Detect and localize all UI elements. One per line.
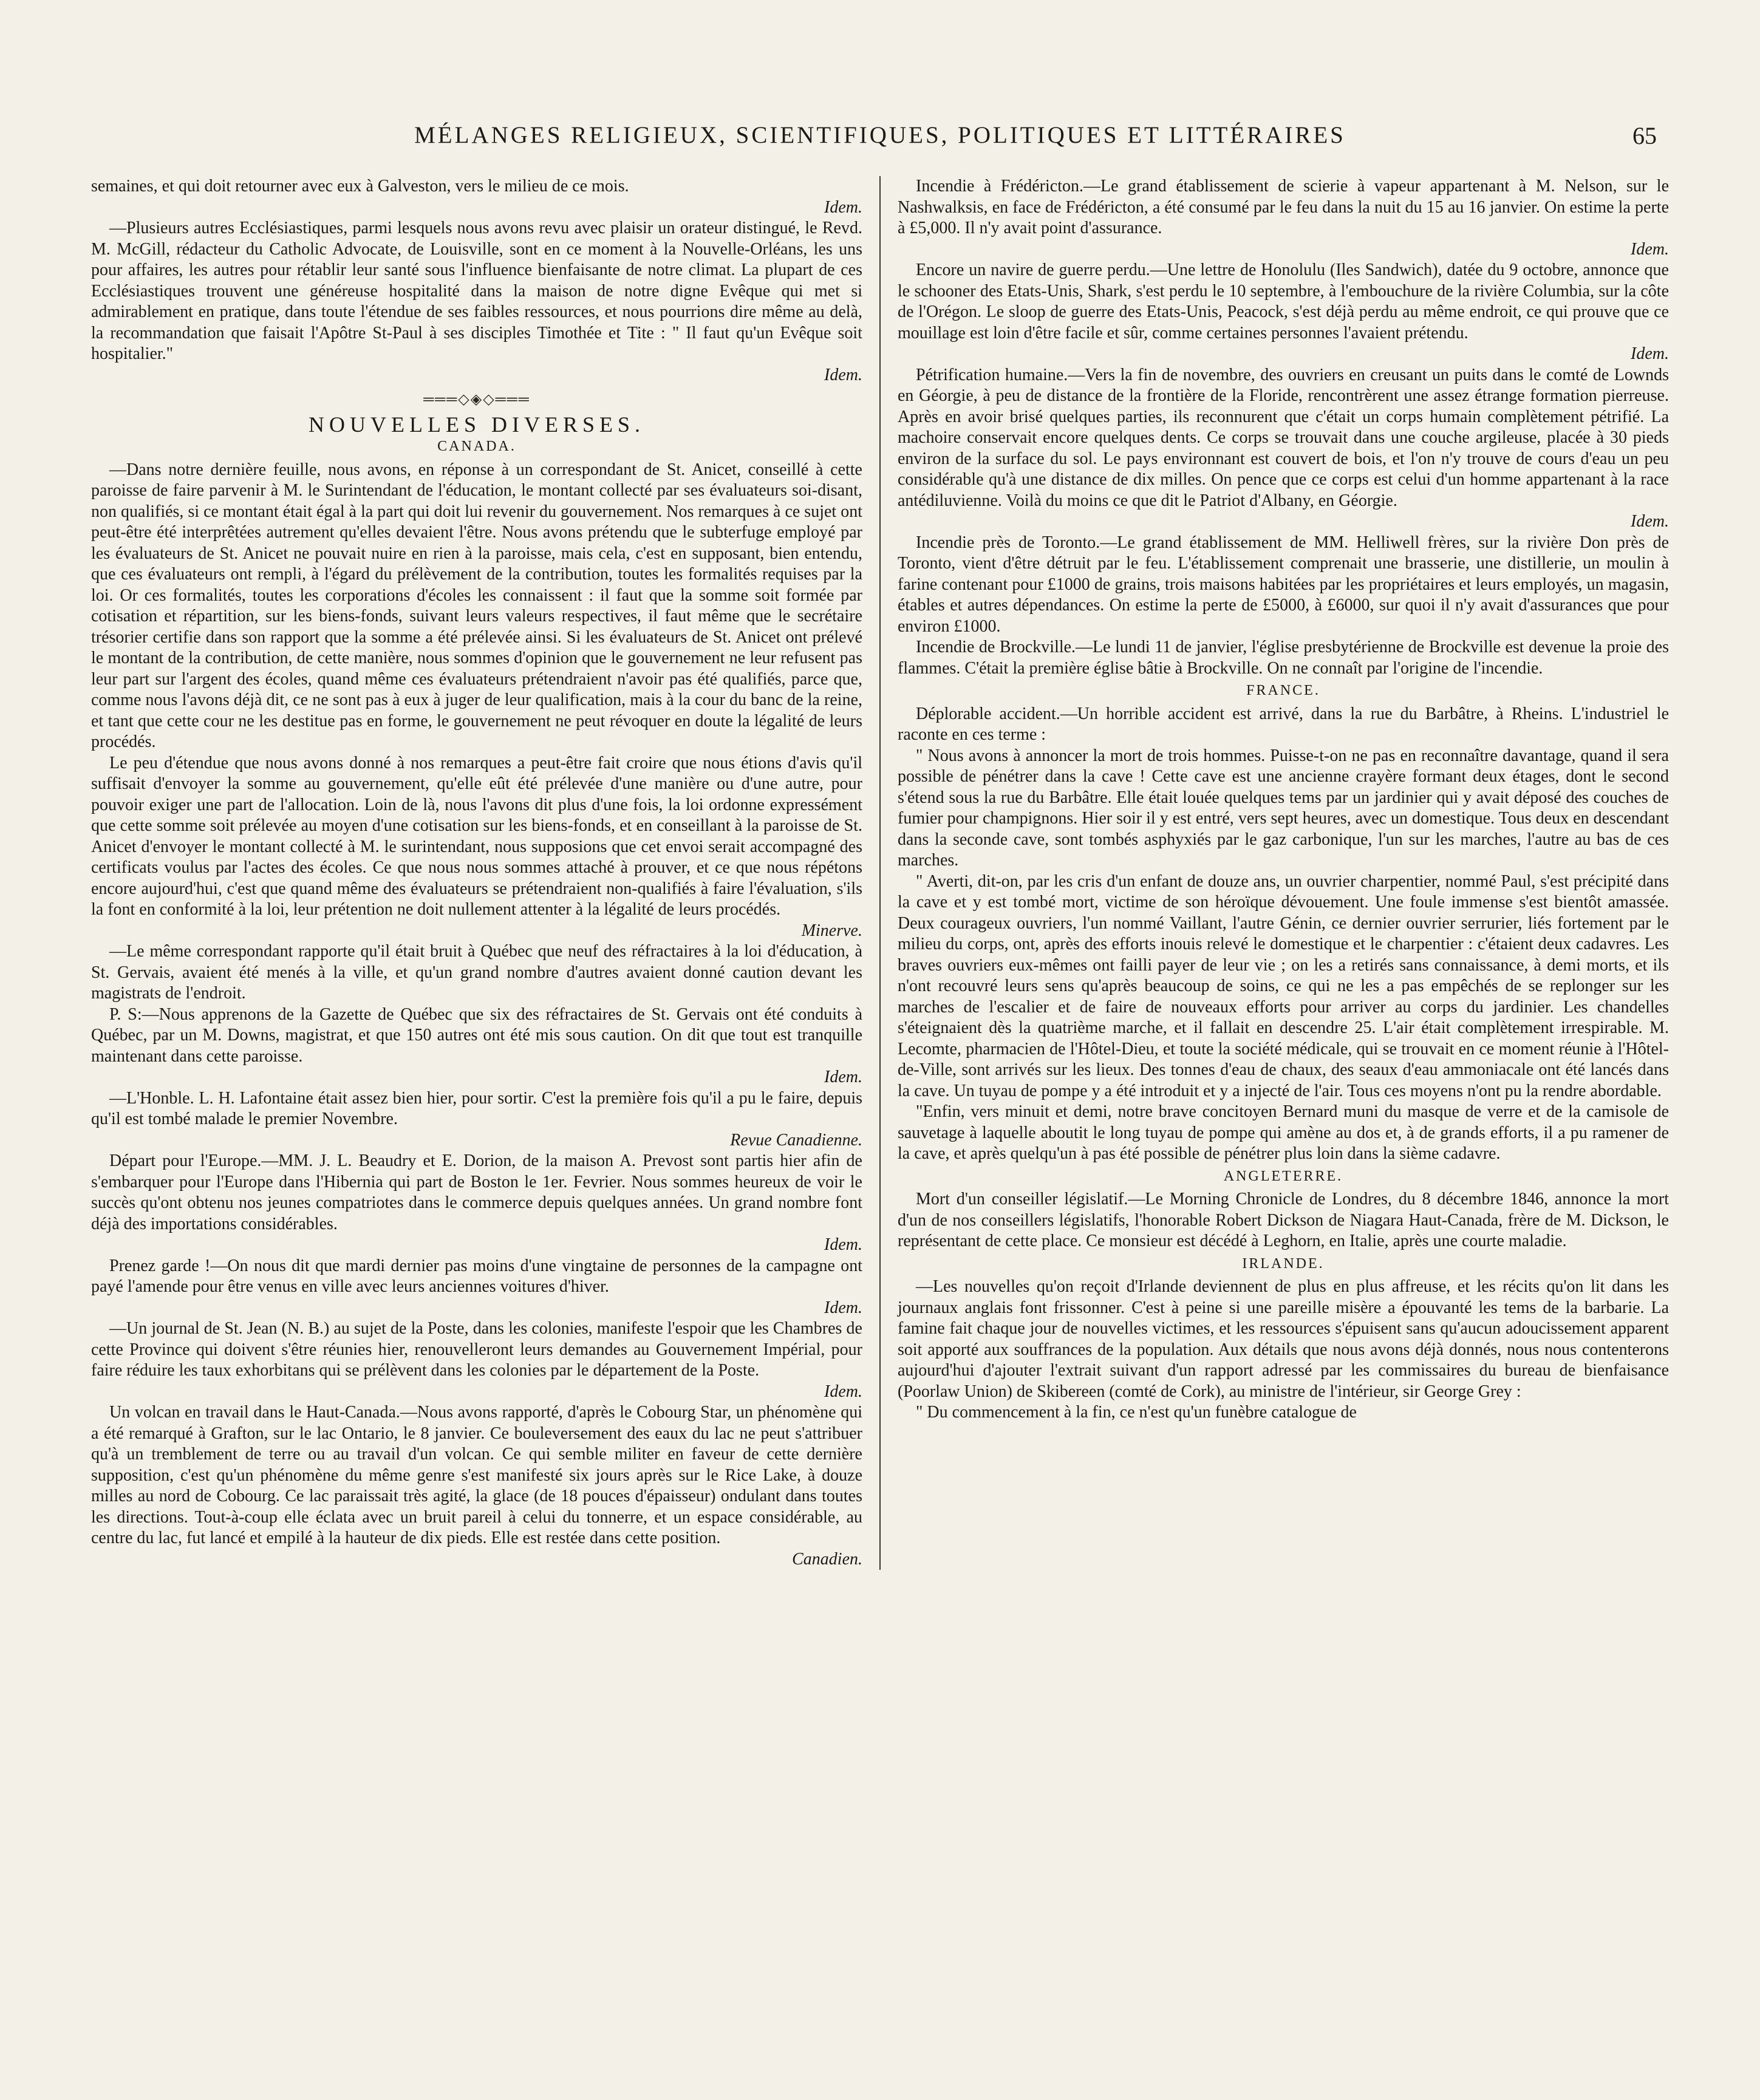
article-source: Idem. [824, 365, 862, 384]
article-paragraph: semaines, et qui doit retourner avec eux à Galveston, vers le milieu de ce mois. [91, 177, 629, 196]
article-paragraph: Incendie de Brockville.—Le lundi 11 de janvier, l'église presbytérienne de Brockville est devenue la proie des flammes. C'était la première église bâtie à Brockville. On ne connaît par l'origine de l'incendie. [898, 638, 1669, 678]
right-column [898, 176, 1669, 1570]
two-column-body [91, 176, 1669, 1570]
article-source: Idem. [824, 1235, 862, 1254]
article-paragraph: Déplorable accident.—Un horrible accident est arrivé, dans la rue du Barbâtre, à Rheins. L'industriel le raconte en ces terme : [898, 704, 1669, 744]
article-paragraph: Mort d'un conseiller législatif.—Le Morning Chronicle de Londres, du 8 décembre 1846, annonce la mort d'un de nos conseillers législatifs, l'honorable Robert Dickson de Niagara Haut-Canada, frère de M. Dickson, le représentant de cette place. Ce monsieur est décédé à Leghorn, en Italie, après une courte maladie. [898, 1190, 1669, 1250]
article-source: Idem. [1631, 512, 1669, 531]
article-paragraph: " Nous avons à annoncer la mort de trois hommes. Puisse-t-on ne pas en reconnaître davantage, quand il sera possible de pénétrer dans la cave ! Cette cave est une ancienne crayère formant deux étages, dont le second s'étend sous la rue du Barbâtre. Elle était louée quelques tems par un jardinier qui y avait déposé des couches de fumier pour champignons. Hier soir il y est entré, vers sept heures, avec un domestique. Tous deux en descendant dans la seconde cave, sont tombés asphyxiés par le gaz carbonique, l'un sur les marches, l'autre au bas de ces marches. [898, 746, 1669, 870]
running-title: MÉLANGES RELIGIEUX, SCIENTIFIQUES, POLITIQUES ET LITTÉRAIRES [414, 122, 1346, 148]
section-title: NOUVELLES DIVERSES. [309, 412, 645, 437]
article-paragraph: Un volcan en travail dans le Haut-Canada.—Nous avons rapporté, d'après le Cobourg Star, un phénomène qui a été remarqué à Grafton, sur le lac Ontario, le 8 janvier. Ce bouleversement des eaux du lac ne peut s'attribuer qu'à un tremblement de terre ou au travail d'un volcan. Ce qui semble militer en faveur de cette dernière supposition, c'est qu'un phénomène du même genre s'est manifesté six jours après sur le Rice Lake, à douze milles au nord de Cobourg. Ce lac paraissait très agité, la glace (de 18 pouces d'épaisseur) ondulant dans toutes les directions. Tout-à-coup elle éclata avec un bruit pareil à celui du tonnerre, et un espace considérable, au centre du lac, fut lancé et empilé à la hauteur de dix pieds. Elle est restée dans cette position. [91, 1403, 862, 1547]
article-paragraph: Incendie près de Toronto.—Le grand établissement de MM. Helliwell frères, sur la rivière Don près de Toronto, vient d'être détruit par le feu. L'établissement comprenait une brasserie, une distillerie, un moulin à farine contenant pour £1000 de grains, trois maisons habitées par les propriétaires et leurs employés, un magasin, étables et autres dépendances. On estime la perte de £5000, à £6000, sur quoi il n'y avait d'assurances que pour environ £1000. [898, 533, 1669, 636]
article-paragraph: —Dans notre dernière feuille, nous avons, en réponse à un correspondant de St. Anicet, conseillé à cette paroisse de faire parvenir à M. le Surintendant de l'éducation, le montant collecté par ses évaluateurs soi-disant, non qualifiés, si ce montant était égal à la part qui doit lui revenir du gouvernement. Nos remarques à ce sujet ont peut-être été interprêtées autrement qu'elles devaient l'être. Nous avons prétendu que le subterfuge employé par les évaluateurs de St. Anicet ne pouvait nuire en rien à la paroisse, mais cela, c'est en supposant, bien entendu, que ces évaluateurs ont rempli, à l'égard du prélèvement de la contribution, toutes les formalités requises par la loi. Or ces formalités, toutes les corporations d'écoles les connaissent : il faut que la somme soit formée par cotisation et répartition, sur les biens-fonds, suivant leurs valeurs respectives, il faut même que le secrétaire trésorier certifie dans son rapport que la somme a été prélevée ainsi. Si les évaluateurs de St. Anicet ont prélevé le montant de la contribution, de cette manière, nous sommes d'opinion que le gouvernement ne leur refusent pas leur part sur l'argent des écoles, quand même ces évaluateurs prétendraient n'avoir pas été qualifiés, parce que, comme nous l'avons déjà dit, ce ne sont pas à eux à juger de leur qualification, mais à la cour du banc de la reine, et tant que cette cour ne les destitue pas en forme, le gouvernement ne peut révoquer en doute la légalité de leurs procédés. [91, 460, 862, 751]
page-number: 65 [1632, 122, 1657, 149]
column-rule [879, 176, 881, 1570]
article-paragraph: —L'Honble. L. H. Lafontaine était assez bien hier, pour sortir. C'est la première fois qu'il a pu le faire, depuis qu'il est tombé malade le premier Novembre. [91, 1088, 862, 1128]
article-source: Revue Canadienne. [730, 1130, 862, 1150]
article-paragraph: —Le même correspondant rapporte qu'il était bruit à Québec que neuf des réfractaires à la loi d'éducation, à St. Gervais, avaient été menés à la ville, et qu'un grand nombre d'autres avaient donné caution devant les magistrats de l'endroit. [91, 942, 862, 1003]
article-paragraph: —Plusieurs autres Ecclésiastiques, parmi lesquels nous avons revu avec plaisir un orateur distingué, le Revd. M. McGill, rédacteur du Catholic Advocate, de Louisville, sont en ce moment à la Nouvelle-Orléans, les uns pour affaires, les autres pour rétablir leur santé sous l'influence bienfaisante de notre climat. La plupart de ces Ecclésiastiques trouvent une généreuse hospitalité dans la maison de notre digne Evêque qui met si admirablement en pratique, dans toute l'étendue de ses faibles ressources, et nous pourrions dire même au delà, la recommandation que faisait l'Apôtre St-Paul à ses disciples Timothée et Tite : " Il faut qu'un Evêque soit hospitalier." [91, 219, 862, 363]
section-subtitle: CANADA. [437, 438, 516, 454]
article-source: Canadien. [792, 1549, 862, 1569]
article-paragraph: " Du commencement à la fin, ce n'est qu'un funèbre catalogue de [916, 1403, 1357, 1422]
article-paragraph: —Un journal de St. Jean (N. B.) au sujet de la Poste, dans les colonies, manifeste l'espoir que les Chambres de cette Province qui doivent s'être réunies hier, renouvelleront leurs demandes au Gouvernement Impérial, pour faire réduire les taux exhorbitans qui se prélèvent dans les colonies par le département de la Poste. [91, 1319, 862, 1380]
article-paragraph: "Enfin, vers minuit et demi, notre brave concitoyen Bernard muni du masque de verre et de la camisole de sauvetage à laquelle aboutit le long tuyau de pompe qui amène au dos et, à de grands efforts, il a pu ramener de la cave, et après quelqu'un à pas été possible de pénétrer plus loin dans la sième cadavre. [898, 1102, 1669, 1163]
article-paragraph: —Les nouvelles qu'on reçoit d'Irlande deviennent de plus en plus affreuse, et les récits qu'on lit dans les journaux anglais font frissonner. C'est à peine si une pareille misère a épouvanté les tems de la barbarie. La famine fait chaque jour de nouvelles victimes, et les ressources s'épuisent sans qu'aucun adoucissement apparent soit apporté aux souffrances de la population. Aux détails que nous avons déjà donnés, nous nous contenterons aujourd'hui d'ajouter l'extrait suivant d'un rapport adressé par les commissaires du bureau de bienfaisance (Poorlaw Union) de Skibereen (comté de Cork), au ministre de l'intérieur, sir George Grey : [898, 1277, 1669, 1401]
article-source: Idem. [824, 197, 862, 217]
article-paragraph: Pétrification humaine.—Vers la fin de novembre, des ouvriers en creusant un puits dans le comté de Lownds en Géorgie, à peu de distance de la frontière de la Floride, rencontrèrent une assez étrange formation pierreuse. Après en avoir brisé quelques parties, ils reconnurent que c'était un corps humain complètement pétrifié. La machoire conservait encore quelques dents. Ce corps se trouvait dans une couche argileuse, placée à 30 pieds environ de la surface du sol. Le pays environnant est couvert de bois, et l'on n'y trouve de cours d'eau un peu considérable qu'à une distance de dix milles. On pence que ce corps est celui d'un homme appartenant à la race antédiluvienne. Voilà du moins ce que dit le Patriot d'Albany, en Géorgie. [898, 365, 1669, 510]
article-source: Idem. [1631, 344, 1669, 363]
ornament-divider: ═══◇◈◇═══ [423, 392, 530, 407]
article-source: Idem. [1631, 239, 1669, 259]
article-paragraph: Prenez garde !—On nous dit que mardi dernier pas moins d'une vingtaine de personnes de la campagne ont payé l'amende pour être venus en ville avec leurs anciennes voitures d'hiver. [91, 1256, 862, 1296]
article-paragraph: Le peu d'étendue que nous avons donné à nos remarques a peut-être fait croire que nous étions d'avis qu'il suffisait d'envoyer la somme au gouvernement, qu'elle eût été prélevée d'une manière ou d'une autre, pour pouvoir exiger une part de l'allocation. Loin de là, nous l'avons dit plus d'une fois, la loi ordonne expressément que cette somme soit prélevée au moyen d'une cotisation sur les biens-fonds, et en conseillant à la paroisse de St. Anicet d'envoyer le montant collecté à M. le surintendant, nous supposions que cet envoi serait accompagné des certificats voulus par l'actes des écoles. Ce que nous nous sommes attaché à prouver, et ce que nous répétons encore aujourd'hui, c'est que quand même des évaluateurs se prétendraient non-qualifiés à faire l'évaluation, s'ils la font en conformité à la loi, leur prétention ne doit nullement attenter à la légalité de leurs procédés. [91, 753, 862, 919]
article-source: Idem. [824, 1298, 862, 1317]
article-paragraph: Encore un navire de guerre perdu.—Une lettre de Honolulu (Iles Sandwich), datée du 9 octobre, annonce que le schooner des Etats-Unis, Shark, s'est perdu le 10 septembre, à l'embouchure de la rivière Columbia, sur la côte de l'Orégon. Le sloop de guerre des Etats-Unis, Peacock, s'est déjà perdu au même endroit, ce qui prouve que ce mouillage est loin d'être facile et sûr, comme certaines personnes l'avaient prétendu. [898, 261, 1669, 343]
section-subtitle: FRANCE. [1246, 683, 1320, 698]
running-head [91, 121, 1669, 164]
article-paragraph: P. S:—Nous apprenons de la Gazette de Québec que six des réfractaires de St. Gervais ont été conduits à Québec, par un M. Downs, magistrat, et que 150 autres ont été mis sous caution. On dit que tout est tranquille maintenant dans cette paroisse. [91, 1004, 862, 1066]
section-subtitle: IRLANDE. [1242, 1255, 1325, 1272]
article-paragraph: Incendie à Frédéricton.—Le grand établissement de scierie à vapeur appartenant à M. Nelson, sur le Nashwalksis, en face de Frédéricton, a été consumé par le feu dans la nuit du 15 au 16 janvier. On estime la perte à £5,000. Il n'y avait point d'assurance. [898, 177, 1669, 237]
article-source: Minerve. [801, 921, 862, 940]
article-source: Idem. [824, 1068, 862, 1086]
section-subtitle: ANGLETERRE. [1223, 1168, 1343, 1184]
left-column [91, 176, 862, 1570]
article-source: Idem. [824, 1382, 862, 1401]
article-paragraph: Départ pour l'Europe.—MM. J. L. Beaudry et E. Dorion, de la maison A. Prevost sont partis hier afin de s'embarquer pour l'Europe dans l'Hibernia qui part de Boston le 1er. Fevrier. Nous sommes heureux de voir le succès qu'ont obtenu nos jeunes compatriotes dans le commerce depuis quelques années. Un grand nombre font déjà des importations considérables. [91, 1151, 862, 1233]
article-paragraph: " Averti, dit-on, par les cris d'un enfant de douze ans, un ouvrier charpentier, nommé Paul, s'est précipité dans la cave et y est tombé mort, victime de son héroïque dévouement. Une foule immense s'est bientôt amassée. Deux courageux ouvriers, l'un nommé Vaillant, l'autre Génin, ce dernier ouvrier serrurier, liés fortement par le milieu du corps, ont, après des efforts inouis relevé le domestique et le charpentier : c'étaient deux cadavres. Les braves ouvriers eux-mêmes ont failli payer de leur vie ; on les a retirés sans connaissance, à demi morts, et ils n'ont recouvré leurs sens qu'après beaucoup de soins, ce qui ne les a pas empêchés de se replonger sur les marches de l'escalier et de faire de nouveaux efforts pour arriver au corps du jardinier. Les chandelles s'éteignaient dès la quatrième marche, et il fallait en descendre 25. L'air était complètement irrespirable. M. Lecomte, pharmacien de l'Hôtel-Dieu, et toute la société médicale, qui se trouvait en ce moment réunie à l'Hôtel-de-Ville, sont arrivés sur les lieux. Des tonnes d'eau de chaux, des seaux d'eau ammoniacale ont été lancés dans la cave. Un tuyau de pompe y a été introduit et y a injecté de l'air. Tous ces moyens n'ont pu la rendre abordable. [898, 871, 1669, 1100]
